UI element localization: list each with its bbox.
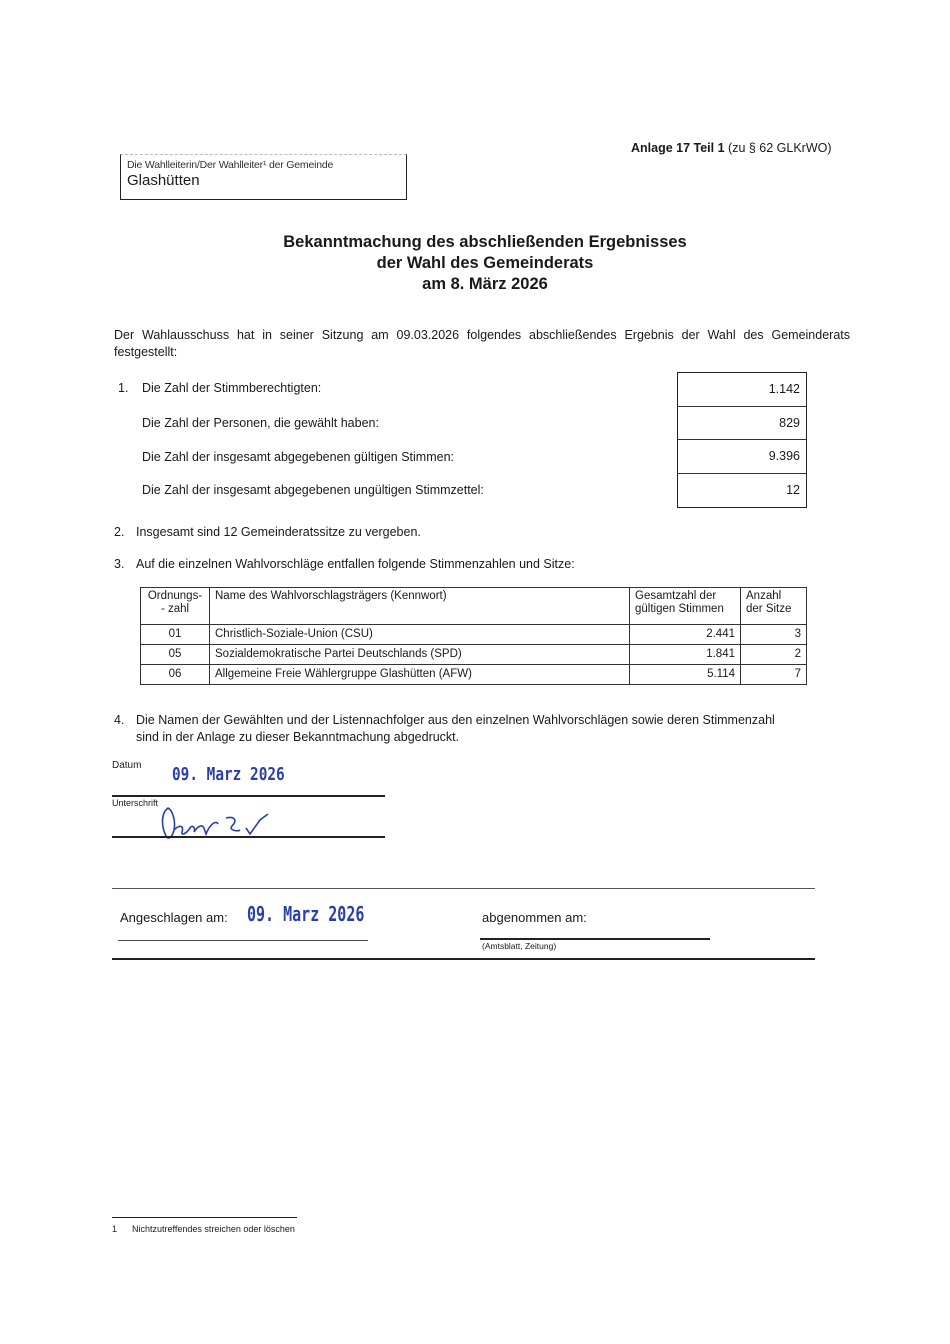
title-line-2: der Wahl des Gemeinderats — [376, 254, 594, 272]
order-number: 01 — [141, 625, 210, 645]
section-3-text: Auf die einzelnen Wahlvorschläge entfallen folgende Stimmenzahlen und Sitze: — [136, 557, 575, 571]
document-title — [200, 232, 770, 295]
intro-paragraph: Der Wahlausschuss hat in seiner Sitzung am 09.03.2026 folgendes abschließendes Ergebnis der Wahl des Gemeinderats festgestellt: — [114, 328, 850, 359]
label-eligible-voters: Die Zahl der Stimmberechtigten: — [142, 381, 322, 395]
party-name: Christlich-Soziale-Union (CSU) — [210, 625, 630, 645]
election-office-box — [120, 154, 407, 200]
section-1-values — [677, 372, 807, 508]
footnote — [112, 1224, 295, 1234]
label-invalid-ballots: Die Zahl der insgesamt abgegebenen ungültigen Stimmzettel: — [142, 483, 484, 497]
handwritten-signature — [150, 800, 290, 845]
seats: 3 — [741, 625, 807, 645]
annex-reference — [631, 141, 832, 155]
header-order-number-line2: - zahl — [160, 603, 190, 615]
table-row — [141, 645, 807, 665]
header-order-number-line1: Ordnungs- — [147, 590, 203, 602]
section-4-number: 4. — [114, 713, 125, 727]
value-invalid-ballots: 12 — [786, 482, 800, 497]
seats: 7 — [741, 665, 807, 685]
table-row — [141, 625, 807, 645]
posted-date-stamp: 09. Marz 2026 — [247, 902, 365, 926]
title-line-1: Bekanntmachung des abschließenden Ergebnisses — [283, 233, 687, 251]
header-order-number — [141, 588, 210, 625]
section-3 — [114, 557, 575, 571]
header-seats-line2: der Sitze — [746, 603, 792, 615]
posted-line — [118, 940, 368, 941]
section-2 — [114, 525, 421, 539]
section-2-text: Insgesamt sind 12 Gemeinderatssitze zu vergeben. — [136, 525, 421, 539]
section-4-line-1: Die Namen der Gewählten und der Listennachfolger aus den einzelnen Wahlvorschlägen sowie deren Stimmenzahl — [136, 713, 775, 727]
removed-label: abgenommen am: — [482, 910, 587, 925]
seats: 2 — [741, 645, 807, 665]
section-3-number: 3. — [114, 557, 125, 571]
label-voters: Die Zahl der Personen, die gewählt haben: — [142, 416, 379, 430]
footnote-text: Nichtzutreffendes streichen oder löschen — [132, 1224, 295, 1234]
party-name: Sozialdemokratische Partei Deutschlands (SPD) — [210, 645, 630, 665]
section-1-number: 1. — [118, 381, 129, 395]
footnote-number: 1 — [112, 1224, 118, 1234]
date-label: Datum — [112, 760, 142, 771]
label-valid-votes: Die Zahl der insgesamt abgegebenen gültigen Stimmen: — [142, 450, 454, 464]
annex-paragraph: (zu § 62 GLKrWO) — [724, 141, 832, 155]
header-valid-votes — [630, 588, 741, 625]
municipality-name: Glashütten — [127, 172, 200, 189]
valid-votes: 1.841 — [630, 645, 741, 665]
annex-number: Anlage 17 Teil 1 — [631, 141, 725, 155]
results-table — [140, 587, 807, 685]
removed-line — [480, 938, 710, 940]
header-party-name: Name des Wahlvorschlagsträgers (Kennwort) — [210, 588, 630, 625]
valid-votes: 2.441 — [630, 625, 741, 645]
title-line-3: am 8. März 2026 — [422, 275, 548, 293]
date-stamp: 09. Marz 2026 — [172, 764, 285, 785]
section-2-number: 2. — [114, 525, 125, 539]
value-eligible-voters: 1.142 — [678, 373, 806, 407]
signature-line — [112, 836, 385, 838]
section-4-line-2: sind in der Anlage zu dieser Bekanntmachung abgedruckt. — [136, 730, 460, 744]
office-label: Die Wahlleiterin/Der Wahlleiter¹ der Gemeinde — [127, 159, 334, 171]
date-line — [112, 795, 385, 797]
value-voters: 829 — [678, 407, 806, 441]
valid-votes: 5.114 — [630, 665, 741, 685]
posting-top-divider — [112, 888, 815, 889]
header-valid-votes-line1: Gesamtzahl der — [635, 590, 717, 602]
publication-caption: (Amtsblatt, Zeitung) — [482, 941, 557, 951]
section-4 — [114, 712, 850, 746]
table-row — [141, 665, 807, 685]
results-table-header — [141, 588, 807, 625]
posted-label: Angeschlagen am: — [120, 910, 228, 925]
header-seats-line1: Anzahl — [746, 590, 782, 602]
header-valid-votes-line2: gültigen Stimmen — [635, 603, 724, 615]
header-seats — [741, 588, 807, 625]
signature-label: Unterschrift — [112, 798, 159, 808]
footnote-separator — [112, 1217, 297, 1218]
order-number: 06 — [141, 665, 210, 685]
order-number: 05 — [141, 645, 210, 665]
posting-bottom-divider — [112, 958, 815, 960]
value-valid-votes: 9.396 — [678, 440, 806, 474]
party-name: Allgemeine Freie Wählergruppe Glashütten (AFW) — [210, 665, 630, 685]
